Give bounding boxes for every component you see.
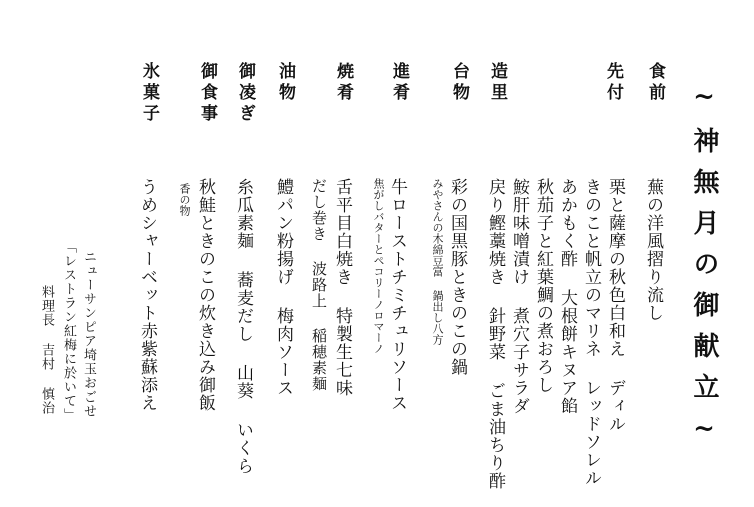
course-name-tsukuri: 造里	[487, 62, 507, 104]
dish-text: 牛ローストチミチュリソース	[387, 178, 407, 412]
dish-text: だし巻き 波路上 稲穂素麺	[310, 178, 328, 392]
dish-text: 糸瓜素麺 蕎麦だし 山葵 いくら	[233, 178, 253, 475]
dish-text: 戻り鰹藁焼き 針野菜 ごま油ちり酢	[485, 178, 505, 490]
menu-title: ~神無月の御献立~	[689, 82, 719, 459]
course-name-susumezakana: 進肴	[389, 62, 409, 104]
course-name-shokuzen: 食前	[645, 62, 665, 104]
dish-text: 秋茄子と紅葉鯛の煮おろし	[533, 178, 553, 394]
course-name-aburamono: 油物	[275, 62, 295, 104]
signature-restaurant: 「レストラン紅梅に於いて」	[61, 240, 76, 422]
dish-text: 鮟肝味噌漬け 煮穴子サラダ	[509, 178, 529, 415]
dish-text: 鱧パン粉揚げ 梅肉ソース	[273, 178, 293, 397]
dish-text-small: みやさんの木綿豆富 鍋出し八方	[431, 178, 444, 345]
dish-text: 秋鮭ときのこの炊き込み御飯	[195, 178, 215, 412]
dish-text: うめシャーベット赤紫蘇添え	[137, 178, 157, 412]
course-name-hyogashi: 氷菓子	[139, 62, 159, 125]
course-name-oshokuji: 御食事	[197, 62, 217, 125]
dish-text: 栗と薩摩の秋色白和え ディル	[605, 178, 625, 433]
dish-text: あかもく酢 大根餅キヌア餡	[557, 178, 577, 415]
course-name-oshinogi: 御凌ぎ	[235, 62, 255, 125]
dish-text: きのこと帆立のマリネ レッドソレル	[581, 178, 601, 487]
course-name-daimono: 台物	[449, 62, 469, 104]
signature-chef: 料理長 吉村 慎治	[39, 285, 54, 415]
dish-text: 蕪の洋風摺り流し	[643, 178, 663, 322]
signature-hotel: ニューサンピア埼玉おごせ	[81, 250, 96, 418]
dish-text-small: 香の物	[178, 183, 191, 216]
dish-text-small: 焦がしバターとペコリーノロマーノ	[372, 178, 385, 354]
course-name-yakizakana: 焼肴	[333, 62, 353, 104]
dish-text: 彩の国黒豚ときのこの鍋	[447, 178, 467, 376]
course-name-sakizuke: 先付	[603, 62, 623, 104]
dish-text: 舌平目白焼き 特製生七味	[332, 178, 352, 397]
